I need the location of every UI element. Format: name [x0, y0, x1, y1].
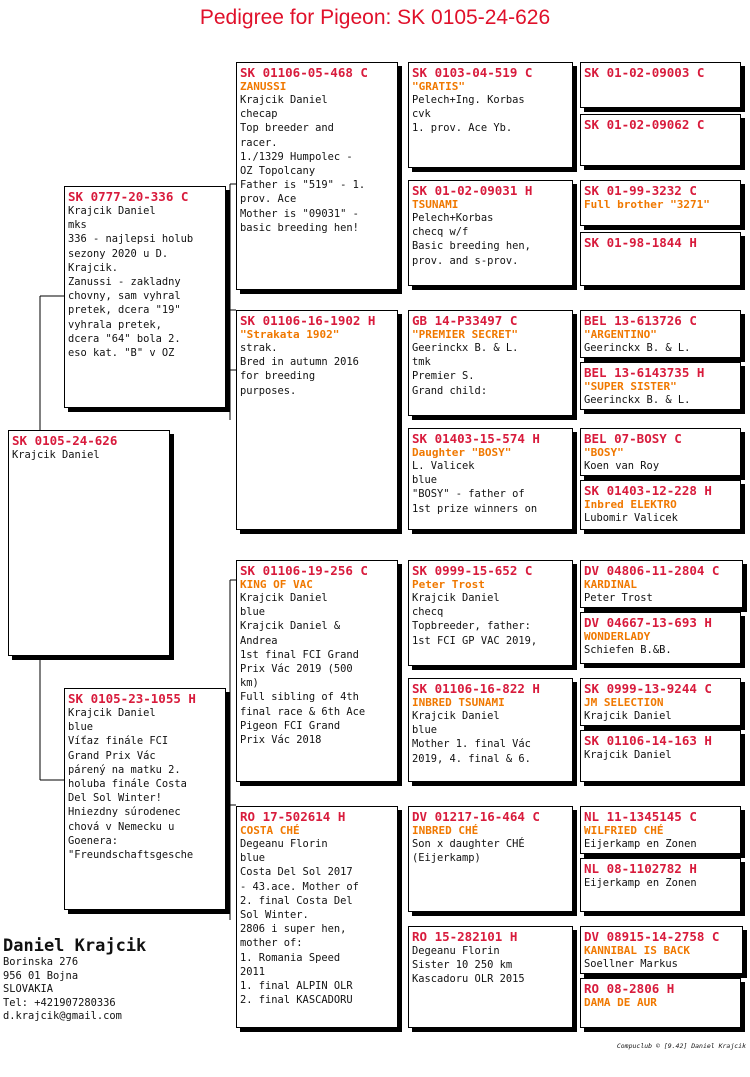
- info-line: prov. Ace: [240, 193, 297, 206]
- info-line: párený na matku 2.: [68, 763, 181, 776]
- info-line: Peter Trost: [584, 592, 653, 604]
- ring-number: SK 01-98-1844 H: [584, 235, 697, 250]
- gen5-card[interactable]: [580, 978, 741, 1028]
- info-line: Son x daughter CHÉ: [412, 838, 525, 850]
- info-line: Eijerkamp en Zonen: [584, 838, 697, 850]
- info-line: Andrea: [240, 634, 278, 647]
- pigeon-name: WONDERLADY: [584, 630, 651, 643]
- info-line: 1st FCI GP VAC 2019,: [412, 634, 538, 647]
- pigeon-name: DAMA DE AUR: [584, 996, 657, 1009]
- info-line: Hniezdny súrodenec: [68, 806, 181, 819]
- info-line: Schiefen B.&B.: [584, 644, 672, 656]
- info-line: Sister 10 250 km: [412, 959, 513, 972]
- info-line: blue: [412, 724, 438, 737]
- info-line: Prix Vác 2018: [240, 734, 322, 747]
- info-line: Krajcik Daniel: [68, 707, 156, 719]
- info-line: 1. final ALPIN OLR: [240, 980, 353, 993]
- ring-number: SK 01106-16-1902 H: [240, 313, 376, 328]
- pigeon-name: Daughter "BOSY": [412, 446, 512, 459]
- info-line: Krajcik Daniel: [412, 592, 500, 604]
- pigeon-name: "GRATIS": [412, 80, 465, 93]
- gen4-card[interactable]: [408, 678, 573, 782]
- ring-number: SK 01106-16-822 H: [412, 681, 540, 696]
- info-line: Zanussi - zakladny: [68, 276, 181, 289]
- ring-number: DV 01217-16-464 C: [412, 809, 540, 824]
- info-line: Goenera:: [68, 834, 119, 847]
- info-line: Geerinckx B. & L.: [584, 394, 691, 406]
- gen4-card[interactable]: [408, 926, 573, 1028]
- info-line: Geerinckx B. & L.: [412, 342, 519, 354]
- gen5-card[interactable]: [580, 310, 741, 358]
- breeder-address-line: 956 01 Bojna: [3, 969, 79, 982]
- breeder-phone: Tel: +421907280336: [3, 996, 116, 1009]
- info-line: L. Valicek: [412, 460, 475, 472]
- ring-number: SK 0999-13-9244 C: [584, 681, 712, 696]
- dam-card[interactable]: [64, 688, 226, 910]
- info-line: Krajcik Daniel: [584, 749, 672, 761]
- pigeon-name: WILFRIED CHÉ: [584, 824, 664, 837]
- gen5-card[interactable]: [580, 612, 741, 664]
- gen4-card[interactable]: [408, 806, 573, 912]
- info-line: Geerinckx B. & L.: [584, 342, 691, 354]
- info-line: Topbreeder, father:: [412, 620, 531, 633]
- info-line: vyhrala pretek,: [68, 318, 162, 331]
- info-line: Krajcik Daniel: [240, 592, 328, 604]
- info-line: Full sibling of 4th: [240, 691, 359, 704]
- info-line: Del Sol Winter!: [68, 792, 162, 805]
- gen5-card[interactable]: [580, 180, 741, 226]
- info-line: for breeding: [240, 370, 316, 383]
- footer-credit: Compuclub © [9.42] Daniel Krajcik: [616, 1042, 746, 1050]
- info-line: purposes.: [240, 384, 297, 397]
- info-line: (Eijerkamp): [412, 852, 481, 865]
- pigeon-name: "PREMIER SECRET": [412, 328, 518, 341]
- info-line: 1. prov. Ace Yb.: [412, 122, 513, 135]
- ring-number: SK 0105-24-626: [12, 433, 118, 448]
- info-line: 1st prize winners on: [412, 502, 538, 515]
- ring-number: SK 01-99-3232 C: [584, 183, 697, 198]
- pigeon-name: ZANUSSI: [240, 80, 287, 93]
- info-line: Eijerkamp en Zonen: [584, 877, 697, 889]
- ring-number: GB 14-P33497 C: [412, 313, 518, 328]
- info-line: Mother is "09031" -: [240, 207, 359, 220]
- ring-number: BEL 07-BOSY C: [584, 431, 682, 446]
- info-line: km): [240, 677, 259, 690]
- info-line: tmk: [412, 356, 431, 369]
- info-line: 1st final FCI Grand: [240, 648, 359, 661]
- gen5-card[interactable]: [580, 232, 741, 286]
- ring-number: SK 0999-15-652 C: [412, 563, 533, 578]
- ring-number: BEL 13-613726 C: [584, 313, 697, 328]
- info-line: Basic breeding hen,: [412, 240, 531, 253]
- ring-number: RO 17-502614 H: [240, 809, 346, 824]
- ring-number: SK 01-02-09031 H: [412, 183, 533, 198]
- info-line: Costa Del Sol 2017: [240, 866, 353, 879]
- ring-number: NL 08-1102782 H: [584, 861, 697, 876]
- gen4-card[interactable]: [408, 62, 573, 168]
- info-line: pretek, dcera "19": [68, 304, 181, 317]
- info-line: mks: [68, 219, 87, 232]
- info-line: Víťaz finále FCI: [68, 735, 169, 748]
- info-line: racer.: [240, 136, 278, 149]
- info-line: 2019, 4. final & 6.: [412, 752, 531, 765]
- breeder-address-line: SLOVAKIA: [3, 983, 54, 995]
- info-line: checq w/f: [412, 226, 469, 239]
- info-line: "BOSY" - father of: [412, 488, 525, 501]
- pigeon-name: INBRED CHÉ: [412, 824, 479, 837]
- ring-number: RO 15-282101 H: [412, 929, 518, 944]
- subject-pigeon-card[interactable]: [8, 430, 170, 656]
- pigeon-name: Inbred ELEKTRO: [584, 498, 677, 511]
- pigeon-name: TSUNAMI: [412, 198, 459, 211]
- info-line: OZ Topolcany: [240, 165, 316, 178]
- pigeon-name: KARDINAL: [584, 578, 637, 591]
- info-line: dcera "64" bola 2.: [68, 332, 181, 345]
- info-line: Degeanu Florin: [240, 838, 328, 850]
- info-line: strak.: [240, 342, 278, 354]
- gen5-card[interactable]: [580, 560, 743, 608]
- gen5-card[interactable]: [580, 806, 741, 854]
- info-line: "Freundschaftsgesche: [68, 849, 194, 862]
- info-line: eso kat. "B" v OZ: [68, 347, 175, 360]
- ring-number: SK 01403-15-574 H: [412, 431, 540, 446]
- info-line: final race & 6th Ace: [240, 705, 366, 718]
- gen4-card[interactable]: [408, 310, 573, 416]
- info-line: 2806 i super hen,: [240, 923, 347, 936]
- info-line: blue: [412, 474, 438, 487]
- grandsire-maternal-card[interactable]: [236, 560, 398, 782]
- pigeon-name: INBRED TSUNAMI: [412, 696, 505, 709]
- ring-number: SK 01-02-09003 C: [584, 65, 705, 80]
- pigeon-name: KANNIBAL IS BACK: [584, 944, 690, 957]
- info-line: 1. Romania Speed: [240, 951, 341, 964]
- info-line: 2. final Costa Del: [240, 894, 353, 907]
- ring-number: SK 01106-14-163 H: [584, 733, 712, 748]
- pigeon-name: JM SELECTION: [584, 696, 664, 709]
- gen5-card[interactable]: [580, 858, 741, 912]
- info-line: blue: [68, 721, 94, 734]
- info-line: prov. and s-prov.: [412, 254, 519, 267]
- info-line: basic breeding hen!: [240, 221, 359, 234]
- info-line: Prix Vác 2019 (500: [240, 663, 353, 676]
- info-line: Kascadoru OLR 2015: [412, 973, 525, 986]
- info-line: blue: [240, 606, 266, 619]
- info-line: chová v Nemecku u: [68, 820, 175, 833]
- info-line: 336 - najlepsi holub: [68, 233, 194, 246]
- info-line: Lubomir Valicek: [584, 512, 678, 524]
- ring-number: SK 0105-23-1055 H: [68, 691, 196, 706]
- gen5-card[interactable]: [580, 62, 741, 108]
- breeder-name: Daniel Krajcik: [3, 936, 147, 956]
- info-line: Father is "519" - 1.: [240, 179, 366, 192]
- ring-number: DV 04667-13-693 H: [584, 615, 712, 630]
- gen5-card[interactable]: [580, 362, 741, 410]
- info-line: Krajcik Daniel: [584, 710, 672, 722]
- pigeon-name: Full brother "3271": [584, 198, 710, 211]
- info-line: mother of:: [240, 937, 303, 950]
- ring-number: NL 11-1345145 C: [584, 809, 697, 824]
- pigeon-name: "ARGENTINO": [584, 328, 657, 341]
- ring-number: SK 0103-04-519 C: [412, 65, 533, 80]
- ring-number: SK 01-02-09062 C: [584, 117, 705, 132]
- breeder-email[interactable]: d.krajcik@gmail.com: [3, 1010, 122, 1022]
- ring-number: DV 08915-14-2758 C: [584, 929, 720, 944]
- info-line: Soellner Markus: [584, 958, 678, 970]
- pigeon-name: "SUPER SISTER": [584, 380, 677, 393]
- gen4-card[interactable]: [408, 428, 573, 530]
- info-line: chovny, sam vyhral: [68, 290, 181, 303]
- gen5-card[interactable]: [580, 114, 741, 166]
- info-line: Krajcik Daniel: [240, 94, 328, 106]
- ring-number: SK 0777-20-336 C: [68, 189, 189, 204]
- gen5-card[interactable]: [580, 480, 741, 530]
- info-line: Pelech+Ing. Korbas: [412, 94, 525, 106]
- ring-number: SK 01403-12-228 H: [584, 483, 712, 498]
- info-line: Grand Prix Vác: [68, 749, 156, 762]
- info-line: checap: [240, 108, 278, 121]
- info-line: Degeanu Florin: [412, 945, 500, 957]
- pigeon-name: "Strakata 1902": [240, 328, 340, 341]
- gen4-card[interactable]: [408, 180, 573, 286]
- pigeon-name: Peter Trost: [412, 578, 485, 591]
- info-line: Top breeder and: [240, 122, 334, 135]
- breeder-address-line: Borinska 276: [3, 956, 79, 968]
- info-line: Bred in autumn 2016: [240, 356, 359, 369]
- info-line: Pigeon FCI Grand: [240, 719, 341, 732]
- info-line: checq: [412, 606, 444, 619]
- pigeon-name: COSTA CHÉ: [240, 824, 300, 837]
- info-line: Krajcik Daniel &: [240, 620, 341, 633]
- page-title: Pedigree for Pigeon: SK 0105-24-626: [199, 6, 551, 29]
- ring-number: SK 01106-19-256 C: [240, 563, 368, 578]
- granddam-paternal-card[interactable]: [236, 310, 398, 530]
- gen5-card[interactable]: [580, 428, 741, 476]
- ring-number: SK 01106-05-468 C: [240, 65, 368, 80]
- info-line: Krajcik Daniel: [12, 449, 100, 461]
- info-line: holuba finále Costa: [68, 778, 187, 791]
- gen5-card[interactable]: [580, 730, 741, 782]
- gen5-card[interactable]: [580, 678, 741, 726]
- info-line: 1./1329 Humpolec -: [240, 150, 353, 163]
- info-line: 2011: [240, 965, 266, 978]
- sire-card[interactable]: [64, 186, 226, 408]
- info-line: blue: [240, 852, 266, 865]
- info-line: - 43.ace. Mother of: [240, 880, 359, 893]
- ring-number: DV 04806-11-2804 C: [584, 563, 720, 578]
- info-line: Krajcik Daniel: [68, 205, 156, 217]
- info-line: Sol Winter.: [240, 909, 309, 922]
- info-line: sezony 2020 u D.: [68, 247, 169, 260]
- breeder-info: [3, 936, 146, 1024]
- info-line: Grand child:: [412, 384, 488, 397]
- info-line: Mother 1. final Vác: [412, 738, 531, 751]
- ring-number: BEL 13-6143735 H: [584, 365, 705, 380]
- info-line: 2. final KASCADORU: [240, 994, 353, 1007]
- granddam-maternal-card[interactable]: [236, 806, 398, 1028]
- gen5-card[interactable]: [580, 926, 743, 974]
- info-line: Krajcik.: [68, 261, 119, 274]
- info-line: Premier S.: [412, 370, 475, 383]
- gen4-card[interactable]: [408, 560, 573, 666]
- info-line: cvk: [412, 108, 431, 121]
- pigeon-name: KING OF VAC: [240, 578, 313, 591]
- ring-number: RO 08-2806 H: [584, 981, 675, 996]
- grandsire-paternal-card[interactable]: [236, 62, 398, 290]
- info-line: Krajcik Daniel: [412, 710, 500, 722]
- info-line: Pelech+Korbas: [412, 212, 494, 224]
- pigeon-name: "BOSY": [584, 446, 624, 459]
- info-line: Koen van Roy: [584, 460, 660, 472]
